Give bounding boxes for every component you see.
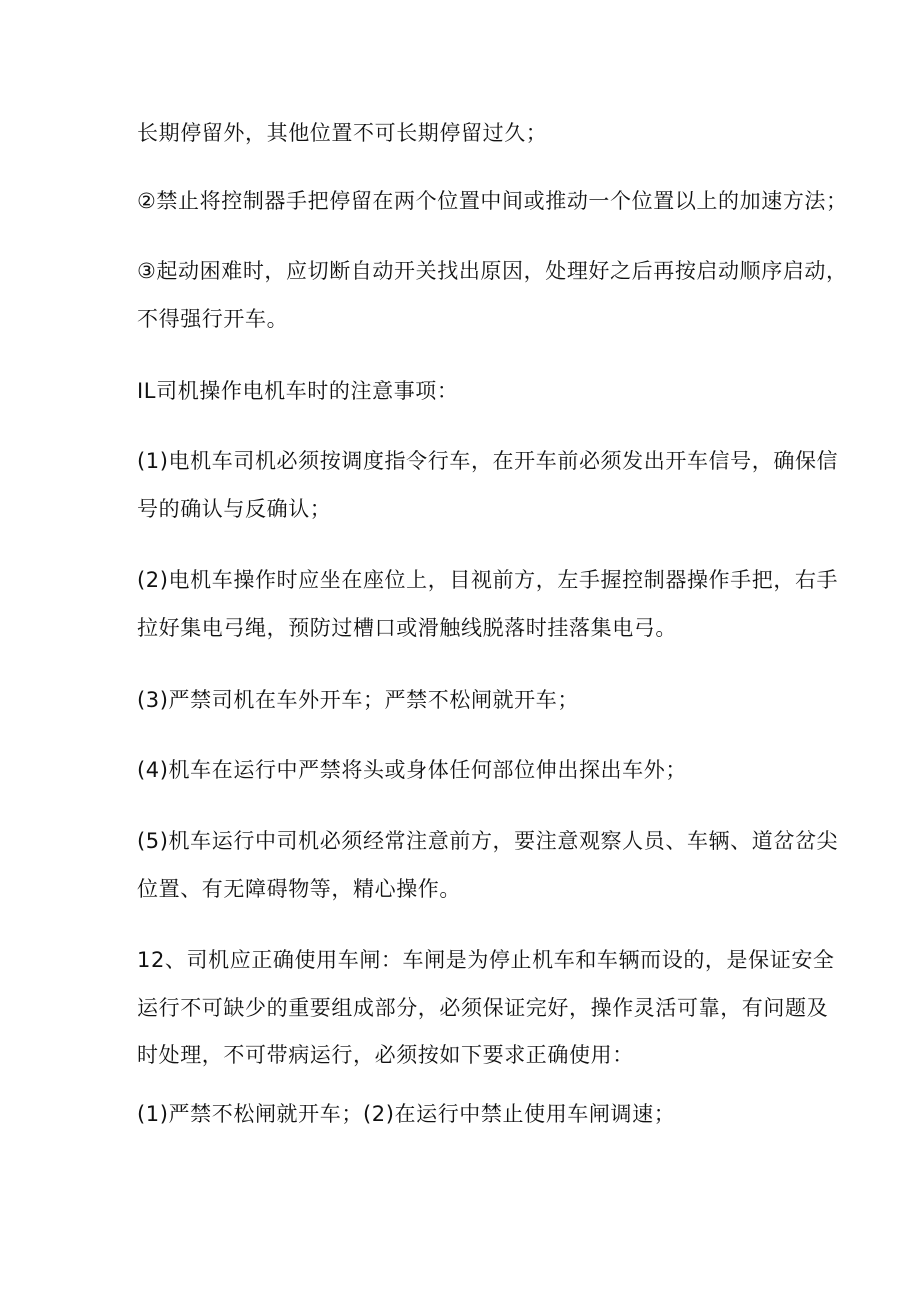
text-line: 号的确认与反确认； [137,497,332,521]
section-heading: 12、司机应正确使用车闸：车闸是为停止机车和车辆而设的，是保证安全 [137,948,835,972]
text-line: (4)机车在运行中严禁将头或身体任何部位伸出探出车外； [137,758,687,782]
section-heading: IL司机操作电机车时的注意事项： [137,379,459,403]
text-line: 运行不可缺少的重要组成部分，必须保证完好，操作灵活可靠，有问题及 [137,996,829,1020]
text-line: 长期停留外，其他位置不可长期停留过久； [137,121,548,145]
text-line: 拉好集电弓绳，预防过槽口或滑触线脱落时挂落集电弓。 [137,616,677,640]
text-line: (2)电机车操作时应坐在座位上，目视前方，左手握控制器操作手把，右手 [137,568,839,592]
text-line: (3)严禁司机在车外开车；严禁不松闸就开车； [137,688,579,712]
text-line: (5)机车运行中司机必须经常注意前方，要注意观察人员、车辆、道岔岔尖 [137,829,839,853]
text-line: ③起动困难时，应切断自动开关找出原因，处理好之后再按启动顺序启动， [137,259,848,283]
text-line: (1)严禁不松闸就开车；(2)在运行中禁止使用车闸调速； [137,1102,676,1126]
text-line: 不得强行开车。 [137,307,289,331]
text-line: 时处理，不可带病运行，必须按如下要求正确使用： [137,1043,634,1067]
text-line: ②禁止将控制器手把停留在两个位置中间或推动一个位置以上的加速方法； [137,189,848,213]
text-line: 位置、有无障碍物等，精心操作。 [137,877,461,901]
text-line: (1)电机车司机必须按调度指令行车，在开车前必须发出开车信号，确保信 [137,449,839,473]
